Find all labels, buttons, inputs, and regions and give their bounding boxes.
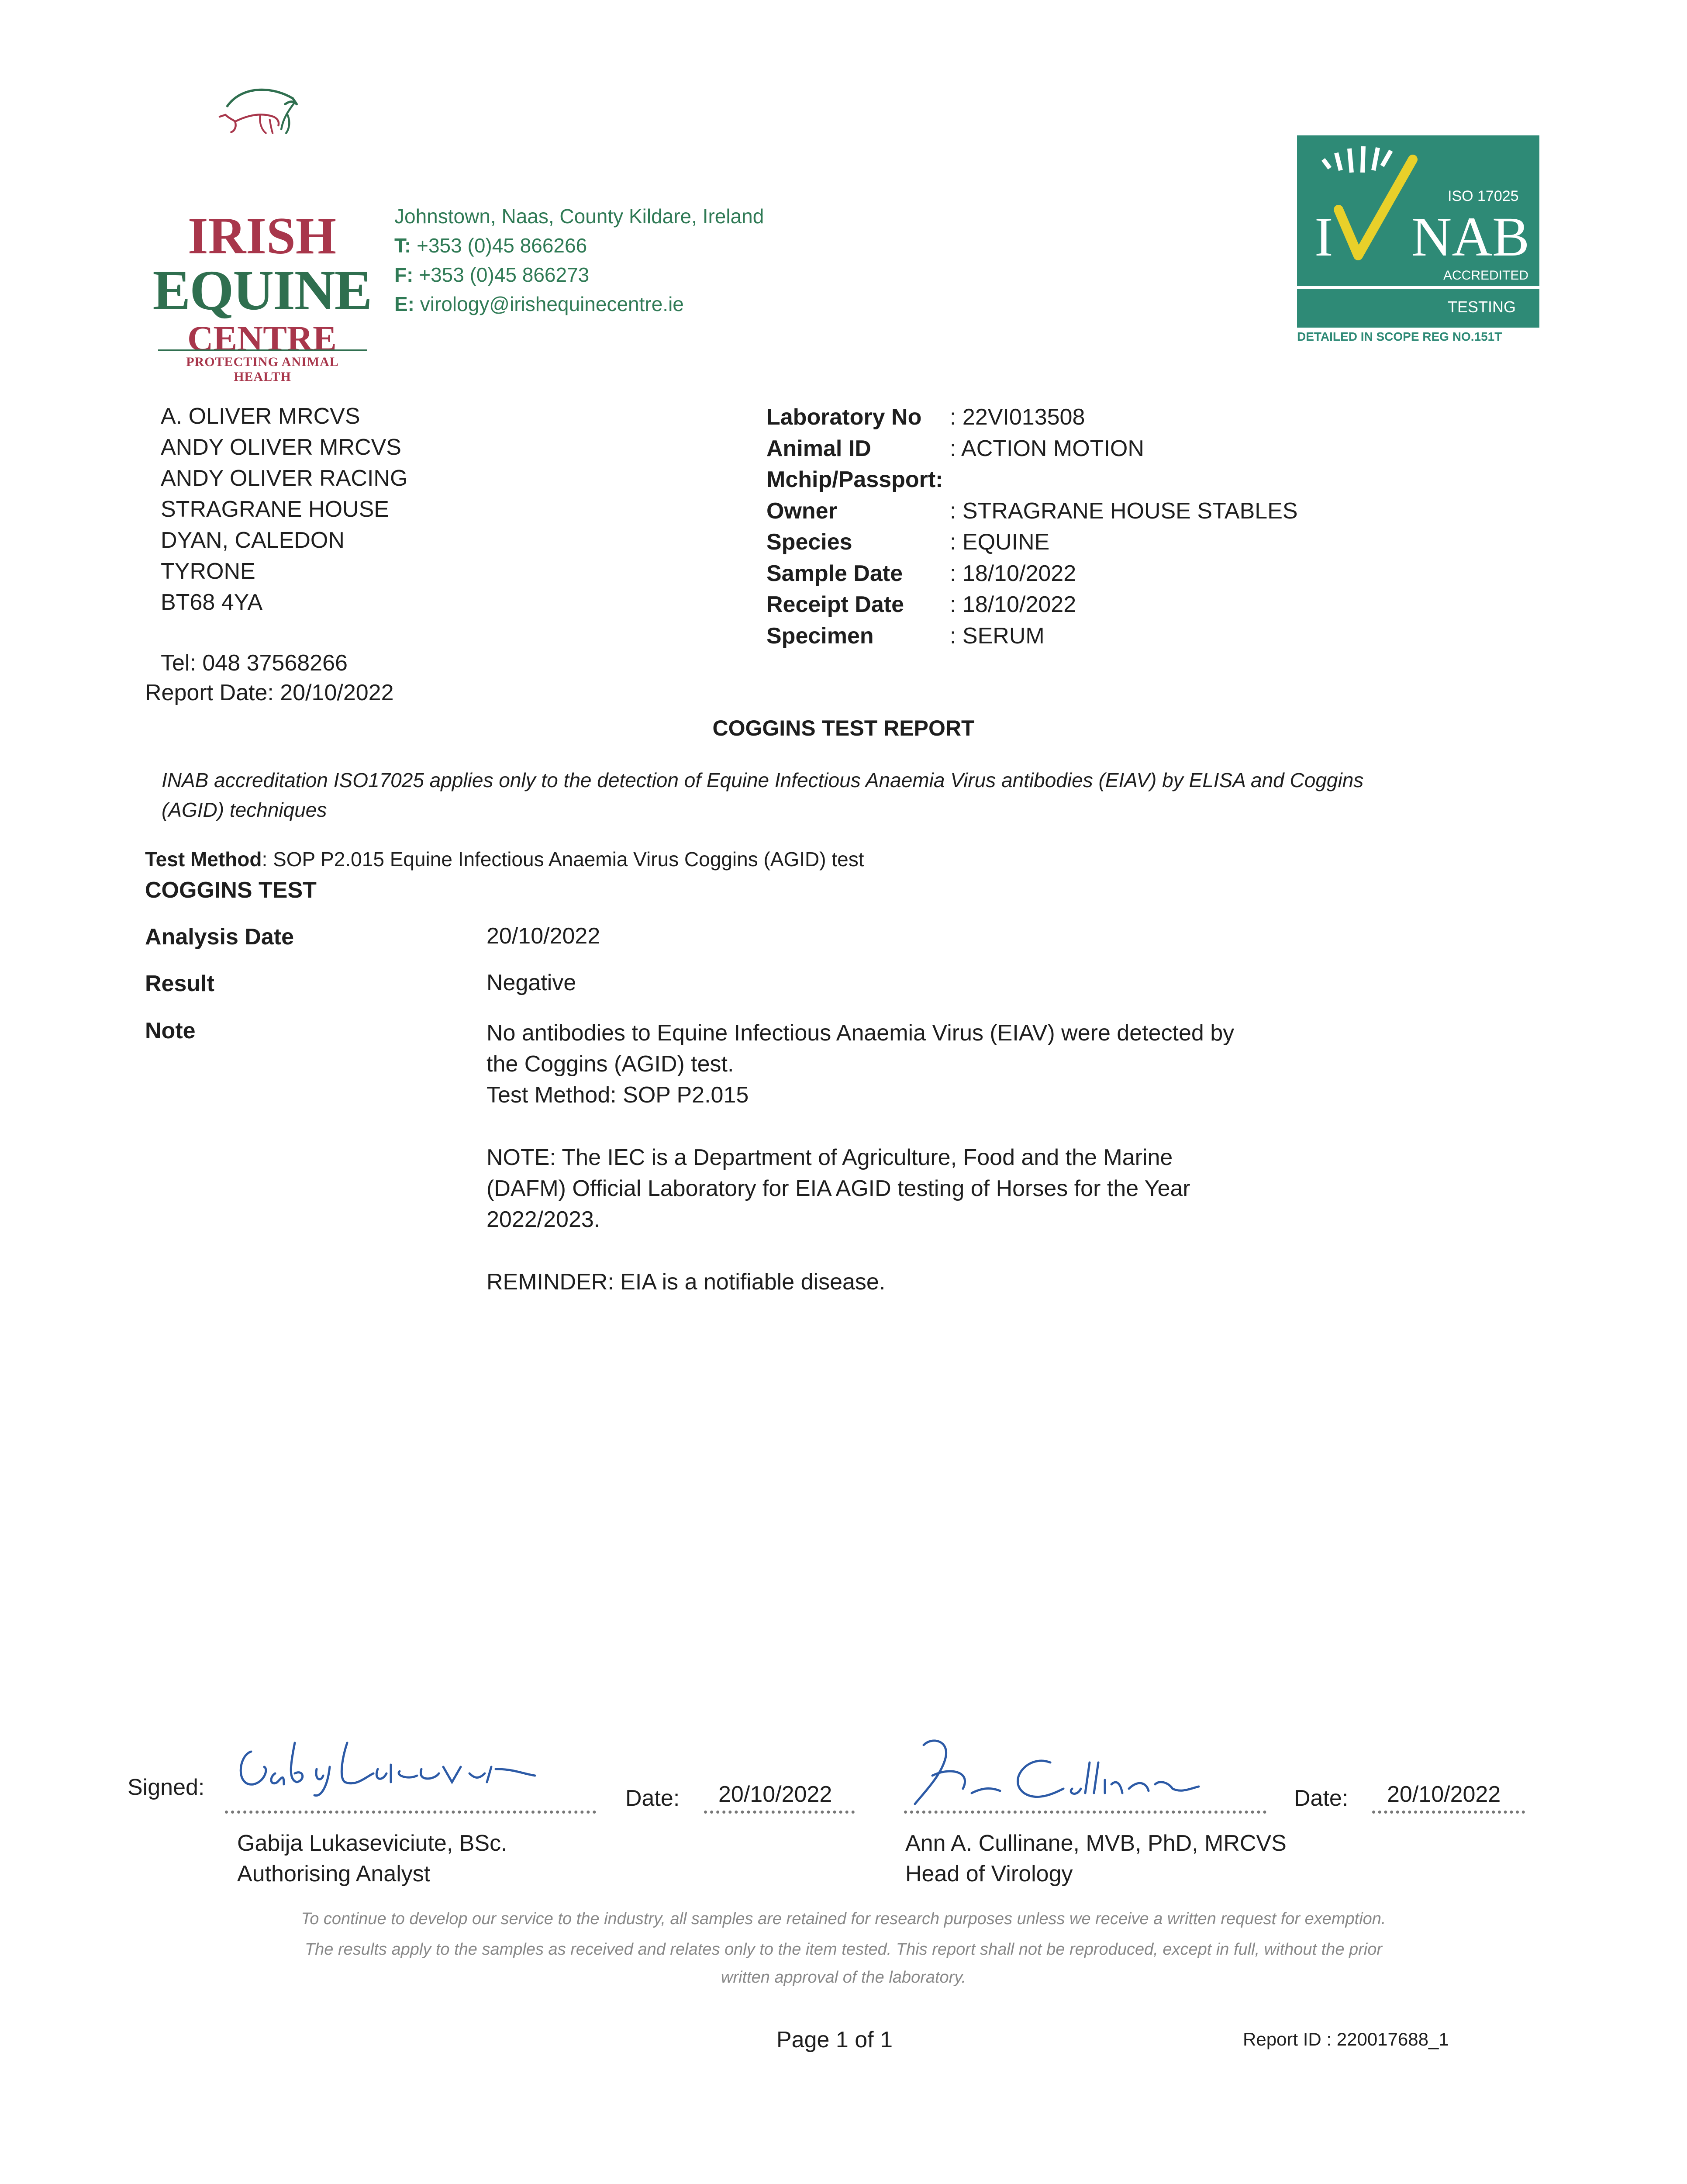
sample-row-species: Species : EQUINE (766, 529, 1050, 555)
report-title: COGGINS TEST REPORT (712, 716, 975, 740)
inab-name: NAB (1411, 206, 1530, 268)
sample-row-receipt-date: Receipt Date : 18/10/2022 (766, 592, 1076, 617)
accreditation-note: INAB accreditation ISO17025 applies only to the detection of Equine Infectious Anaemia Virus antibodies (EIAV) by ELISA and Coggins (AGID) techniques (162, 769, 1364, 821)
logo-line-centre: CENTRE (187, 318, 337, 358)
recipient-address (161, 401, 407, 618)
inab-scope: DETAILED IN SCOPE REG NO.151T (1297, 330, 1502, 343)
date-label-2: Date: (1294, 1786, 1349, 1811)
sample-row-sample-date: Sample Date : 18/10/2022 (766, 560, 1076, 586)
reminder-paragraph: REMINDER: EIA is a notifiable disease. (486, 1269, 886, 1295)
signature-line-2 (904, 1811, 1266, 1814)
signatory-2-block (905, 1828, 1287, 1889)
signature-line-1 (225, 1811, 596, 1814)
sign-date-1: 20/10/2022 (718, 1782, 832, 1807)
horse-logo-icon (220, 90, 297, 133)
date-line-1 (704, 1811, 855, 1814)
sample-row-specimen: Specimen : SERUM (766, 623, 1045, 649)
signatory-1-role: Authorising Analyst (237, 1861, 431, 1887)
note-block (486, 1018, 1316, 1329)
sample-row-lab-no: Laboratory No : 22VI013508 (766, 404, 1085, 430)
logo-wordmark (148, 207, 376, 358)
signature-1 (234, 1725, 539, 1800)
logo-line-irish: IRISH (187, 207, 337, 265)
note-label: Note (145, 1018, 196, 1044)
signatory-1-block (237, 1828, 507, 1889)
address-line: DYAN, CALEDON (161, 528, 345, 553)
result-value: Negative (486, 970, 576, 995)
footer-line-1: To continue to develop our service to the industry, all samples are retained for research purposes unless we receive a written request for exemption. (301, 1910, 1386, 1928)
inab-testing: TESTING (1448, 298, 1516, 316)
contact-address: Johnstown, Naas, County Kildare, Ireland (394, 205, 764, 228)
sample-row-owner: Owner : STRAGRANE HOUSE STABLES (766, 498, 1298, 524)
inab-accreditation-badge (1293, 135, 1542, 345)
address-line: TYRONE (161, 559, 255, 584)
logo-line-equine: EQUINE (152, 259, 372, 322)
footer-line-3: written approval of the laboratory. (721, 1968, 966, 1987)
report-id: Report ID : 220017688_1 (1243, 2029, 1449, 2049)
sample-row-animal-id: Animal ID : ACTION MOTION (766, 435, 1144, 461)
signatory-1-name: Gabija Lukaseviciute, BSc. (237, 1831, 507, 1856)
svg-text:I: I (1314, 206, 1333, 268)
recipient-tel: Tel: 048 37568266 (161, 650, 348, 676)
contact-email: E: virology@irishequinecentre.ie (394, 293, 684, 315)
logo-tagline: PROTECTING ANIMAL HEALTH (186, 355, 339, 384)
dafm-note-paragraph: NOTE: The IEC is a Department of Agriculture, Food and the Marine (DAFM) Official Laboratory for EIA AGID testing of Horses for the Year 2022/2023. (486, 1145, 1190, 1232)
address-line: ANDY OLIVER RACING (161, 466, 408, 491)
address-line: A. OLIVER MRCVS (161, 404, 360, 429)
contact-phone: T: +353 (0)45 866266 (394, 234, 587, 257)
contact-fax: F: +353 (0)45 866273 (394, 263, 590, 286)
contact-block (394, 202, 764, 319)
note-paragraph: No antibodies to Equine Infectious Anaemia Virus (EIAV) were detected by the Coggins (AGID) test. Test Method: SOP P2.015 (486, 1020, 1235, 1108)
signature-2 (906, 1728, 1203, 1815)
signatory-2-name: Ann A. Cullinane, MVB, PhD, MRCVS (905, 1831, 1287, 1856)
page-number: Page 1 of 1 (776, 2027, 893, 2053)
test-method: Test Method: SOP P2.015 Equine Infectious Anaemia Virus Coggins (AGID) test (145, 848, 864, 871)
date-label-1: Date: (625, 1786, 680, 1811)
section-title: COGGINS TEST (145, 878, 317, 903)
result-label: Result (145, 971, 214, 996)
sample-row-mchip: Mchip/Passport: (766, 467, 943, 492)
footer-line-2: The results apply to the samples as received and relates only to the item tested. This report shall not be reproduced, except in full, without the prior (304, 1940, 1383, 1959)
address-line: BT68 4YA (161, 590, 263, 615)
irish-equine-centre-logo (148, 83, 376, 214)
signatory-2-role: Head of Virology (905, 1861, 1073, 1887)
inab-accredited: ACCREDITED (1443, 268, 1529, 283)
signed-label: Signed: (128, 1775, 205, 1800)
sign-date-2: 20/10/2022 (1387, 1782, 1501, 1807)
address-line: STRAGRANE HOUSE (161, 497, 389, 522)
date-line-2 (1372, 1811, 1525, 1814)
inab-iso: ISO 17025 (1448, 188, 1519, 204)
sample-details (766, 402, 1298, 652)
report-date: Report Date: 20/10/2022 (145, 680, 394, 705)
analysis-date-label: Analysis Date (145, 924, 294, 950)
logo-divider (158, 349, 367, 351)
analysis-date-value: 20/10/2022 (486, 923, 600, 949)
address-line: ANDY OLIVER MRCVS (161, 435, 401, 460)
